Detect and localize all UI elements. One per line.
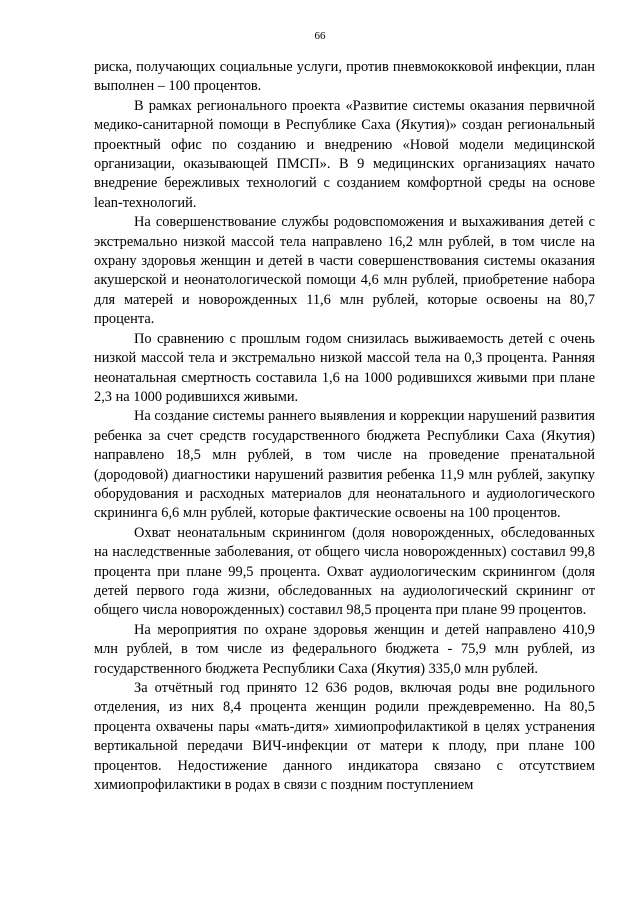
paragraph-3: На совершенствование службы родовспоможения и выхаживания детей с экстремально низкой массой тела направлено 16,2 млн рублей, в том числе на охрану здоровья женщин и детей в части совершенствования системы оказания акушерской и неонатологической помощи 4,6 млн рублей, приобретение набора для матерей и новорожденных 11,6 млн рублей, которые освоены на 80,7 процента. <box>94 214 595 328</box>
paragraph-8: За отчётный год принято 12 636 родов, включая роды вне родильного отделения, из них 8,4 процента женщин родили преждевременно. На 80,5 процента охвачены пары «мать-дитя» химиопрофилактикой в целях устранения вертикальной передачи ВИЧ-инфекции от матери к плоду, при плане 100 процентов. Недостижение данного индикатора связано с отсутствием химиопрофилактики в родах в связи с поздним поступлением <box>94 680 595 794</box>
paragraph-4: По сравнению с прошлым годом снизилась выживаемость детей с очень низкой массой тела и экстремально низкой массой тела на 0,3 процента. Ранняя неонатальная смертность составила 1,6 на 1000 родившихся живыми при плане 2,3 на 1000 родившихся живыми. <box>94 330 595 405</box>
paragraph-6: Охват неонатальным скринингом (доля новорожденных, обследованных на наследственные заболевания, от общего числа новорожденных) составил 99,8 процента при плане 99,5 процента. Охват аудиологическим скринингом (доля детей первого года жизни, обследованных на аудиологический скрининг от общего числа новорожденных) составил 98,5 процента при плане 99 процентов. <box>94 524 595 619</box>
page-number: 66 <box>314 30 326 42</box>
paragraph-5: На создание системы раннего выявления и коррекции нарушений развития ребенка за счет средств государственного бюджета Республики Саха (Якутия) направлено 18,5 млн рублей, в том числе на проведение пренатальной (дородовой) диагностики нарушений развития ребенка 11,9 млн рублей, закупку оборудования и расходных материалов для неонатального и аудиологического скрининга 6,6 млн рублей, которые фактические освоены на 100 процентов. <box>94 408 595 522</box>
paragraph-7: На мероприятия по охране здоровья женщин и детей направлено 410,9 млн рублей, в том числе из федерального бюджета - 75,9 млн рублей, из государственного бюджета Республики Саха (Якутия) 335,0 млн рублей. <box>94 621 595 677</box>
paragraph-1: риска, получающих социальные услуги, против пневмококковой инфекции, план выполнен – 100 процентов. <box>94 59 595 95</box>
document-body <box>94 58 595 795</box>
paragraph-2: В рамках регионального проекта «Развитие системы оказания первичной медико-санитарной помощи в Республике Саха (Якутия)» создан региональный проектный офис по созданию и внедрению «Новой модели медицинской организации, оказывающей ПМСП». В 9 медицинских организациях начато внедрение бережливых технологий с созданием комфортной среды на основе lean-технологий. <box>94 97 595 211</box>
